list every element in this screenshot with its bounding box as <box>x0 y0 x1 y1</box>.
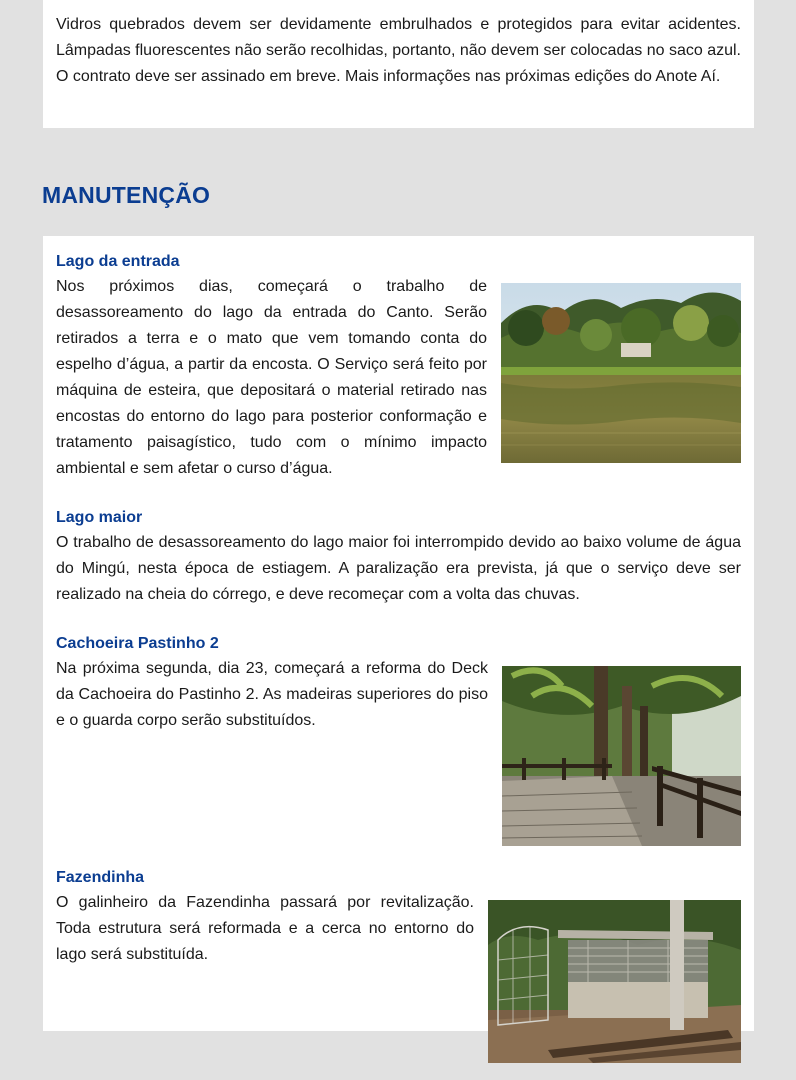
article-text: Nos próximos dias, começará o trabalho de desassoreamento do lago da entrada do Canto. Serão retirados a terra e o mato que vem tomando conta do espelho d’água, a partir da encosta. O Serviço será feito por máquina de esteira, que depositará o material retirado nas encostas do entorno do lago para posterior conformação e tratamento paisagístico, tudo com o mínimo impacto ambiental e sem afetar o curso d’água. <box>56 278 487 477</box>
article-text: O galinheiro da Fazendinha passará por revitalização. Toda estrutura será reformada e a cerca no entorno do lago será substituída. <box>56 894 474 963</box>
intro-card <box>43 0 754 128</box>
article-title: Fazendinha <box>56 869 145 886</box>
lake-photo-image <box>501 283 741 463</box>
article-lago-entrada <box>56 250 741 482</box>
chicken-coop-photo <box>488 900 741 1063</box>
article-text: Na próxima segunda, dia 23, começará a reforma do Deck da Cachoeira do Pastinho 2. As madeiras superiores do piso e o guarda corpo serão substituídos. <box>56 660 488 729</box>
article-cachoeira-pastinho <box>56 632 741 852</box>
deck-photo <box>502 666 741 846</box>
article-text: O trabalho de desassoreamento do lago maior foi interrompido devido ao baixo volume de água do Mingú, nesta época de estiagem. A paralização era prevista, já que o serviço deve ser realizado na cheia do córrego, e deve recomeçar com a volta das chuvas. <box>56 534 741 603</box>
article-title: Lago da entrada <box>56 253 180 270</box>
deck-photo-image <box>502 666 741 846</box>
article-title: Cachoeira Pastinho 2 <box>56 635 219 652</box>
intro-paragraph: Vidros quebrados devem ser devidamente embrulhados e protegidos para evitar acidentes. Lâmpadas fluorescentes não serão recolhidas, portanto, não devem ser colocadas no saco azul. O contrato deve ser assinado em breve. Mais informações nas próximas edições do Anote Aí. <box>56 16 741 85</box>
maintenance-card <box>43 236 754 1031</box>
article-title: Lago maior <box>56 509 143 526</box>
chicken-coop-photo-image <box>488 900 741 1063</box>
article-fazendinha <box>56 866 741 1069</box>
section-title: MANUTENÇÃO <box>42 182 211 208</box>
article-lago-maior <box>56 506 741 608</box>
lake-photo <box>501 283 741 463</box>
